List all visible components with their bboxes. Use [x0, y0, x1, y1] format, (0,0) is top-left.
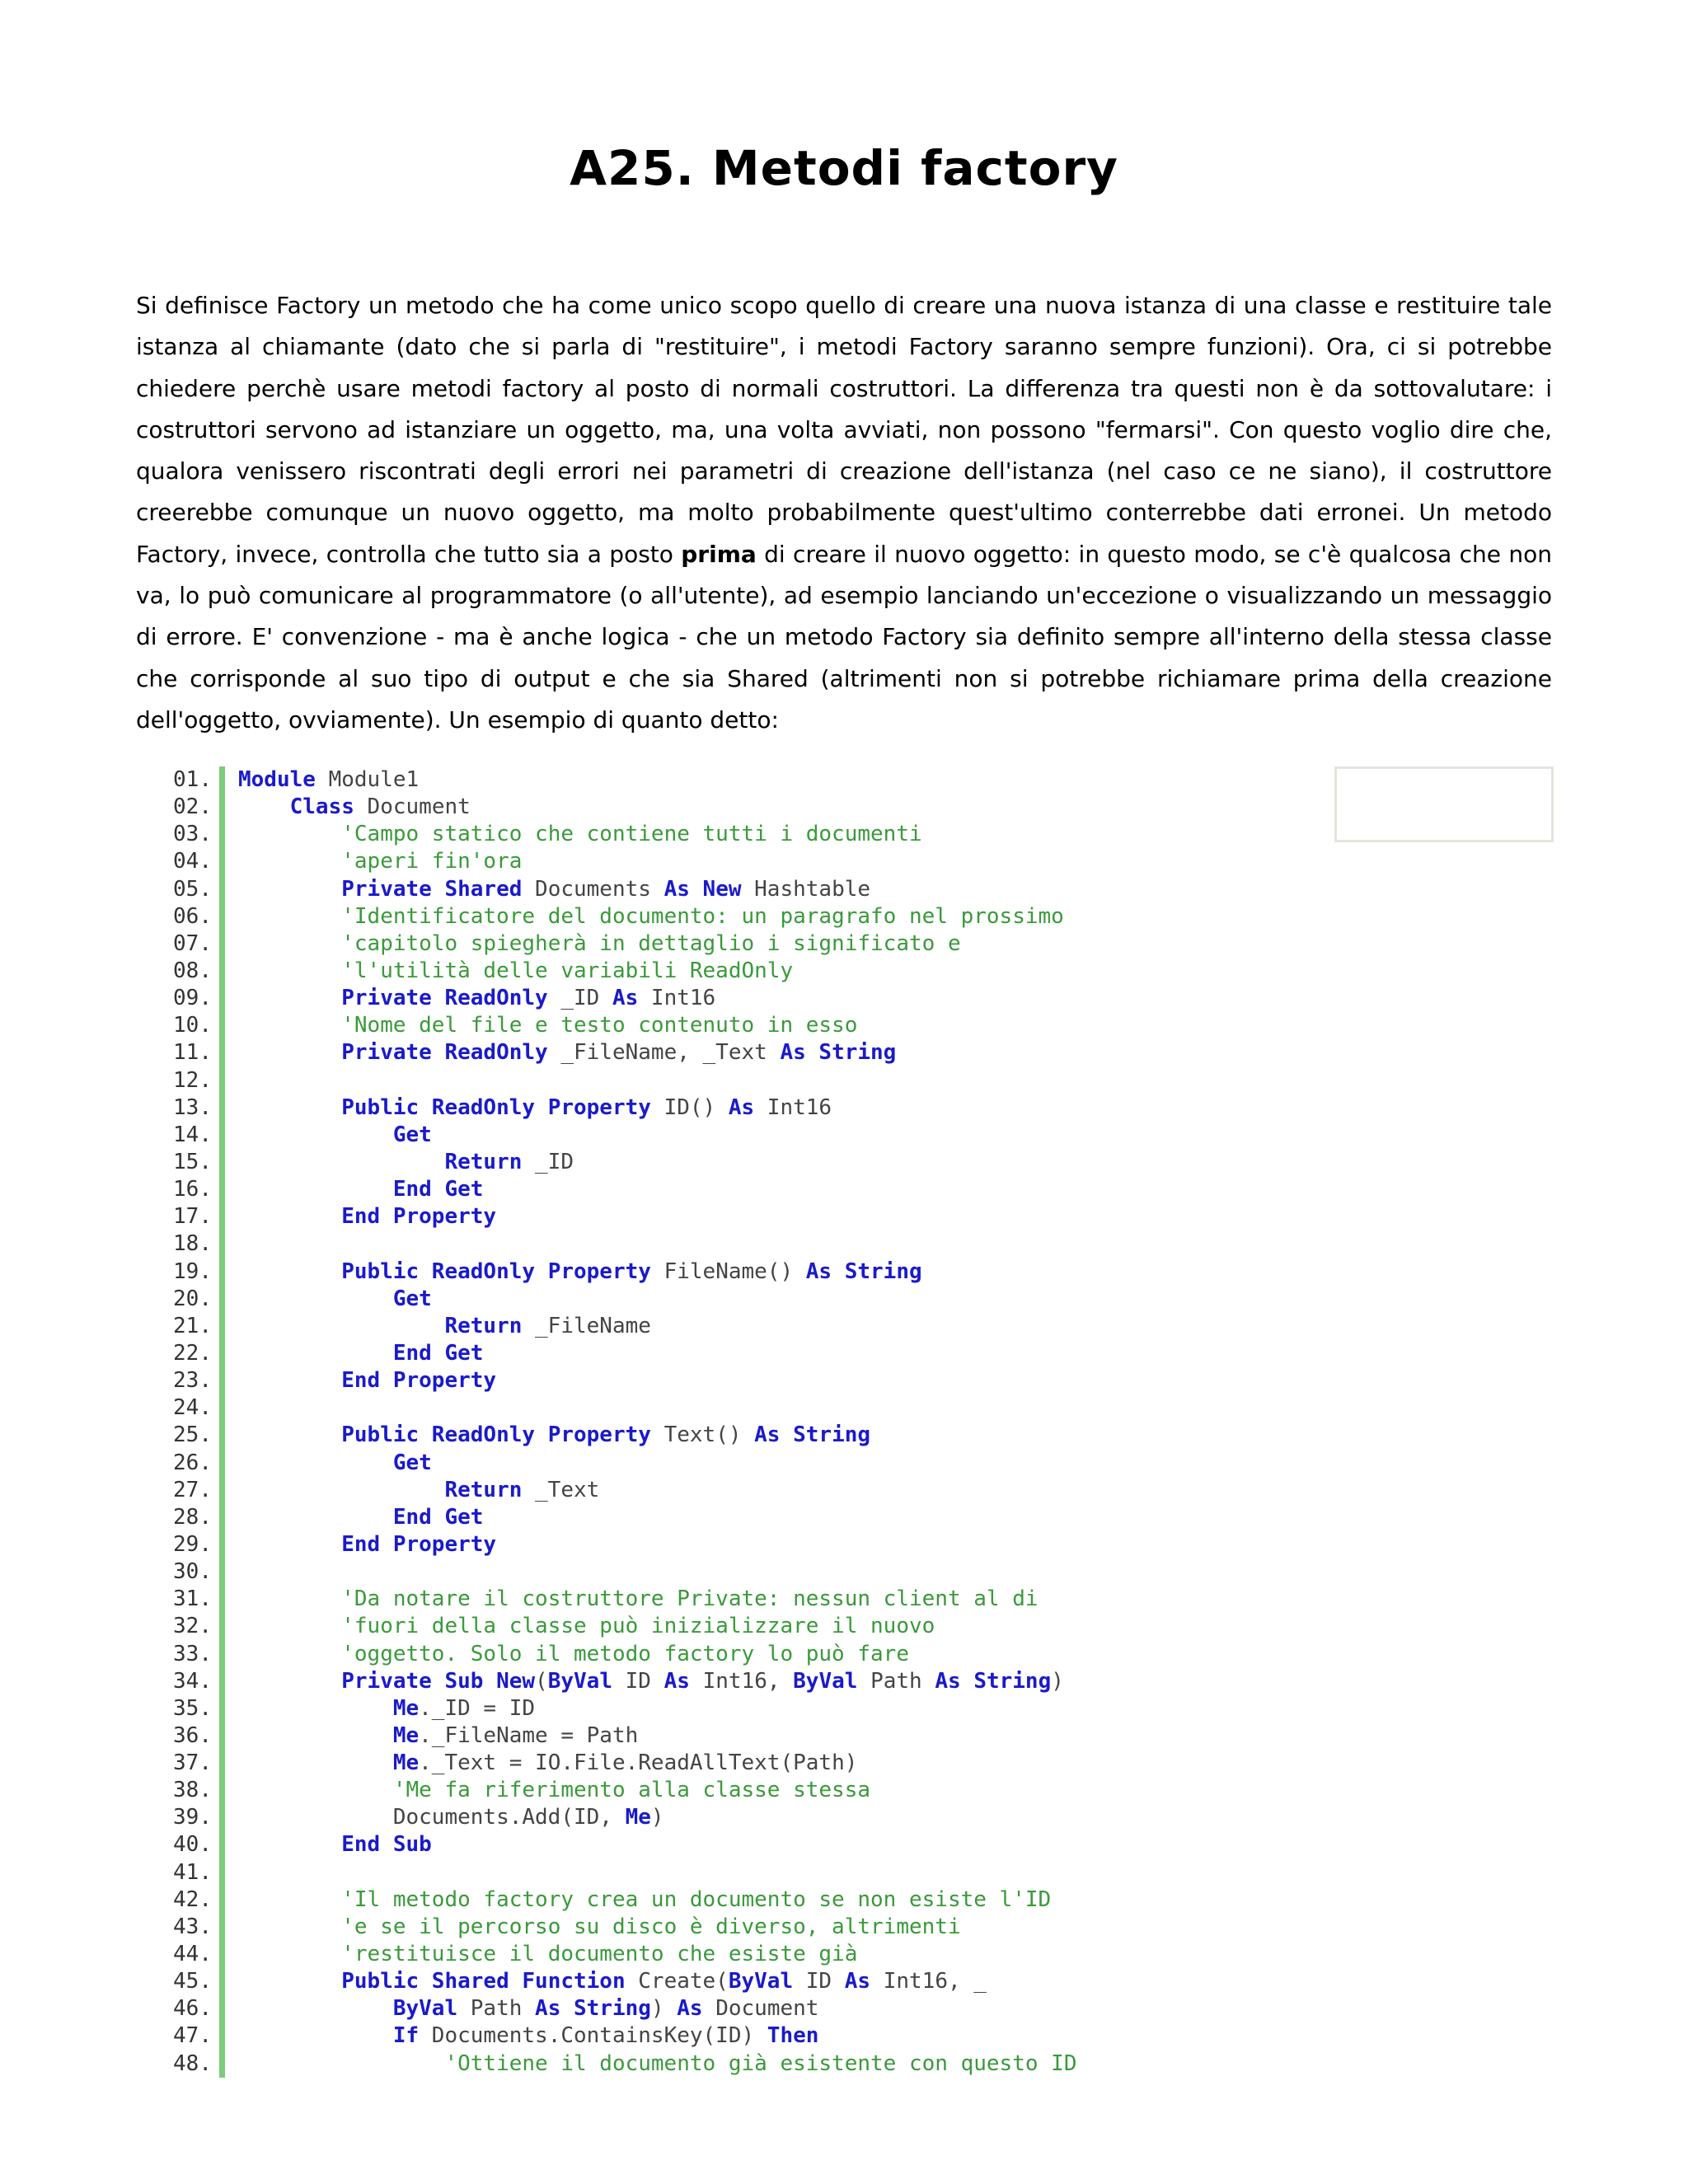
code-token: Path [457, 1996, 536, 2022]
code-text [238, 1722, 638, 1750]
line-gutter [219, 1722, 225, 1750]
line-number: 32. [173, 1614, 212, 1639]
code-line [136, 1722, 1554, 1750]
code-line [136, 1968, 1554, 1995]
code-keyword: Public ReadOnly Property [341, 1258, 651, 1284]
code-line [136, 848, 1554, 875]
code-text [238, 2022, 818, 2050]
code-keyword: Return [444, 1149, 523, 1174]
line-number: 23. [173, 1368, 212, 1394]
code-keyword: As [663, 1668, 690, 1694]
line-gutter [219, 1750, 225, 1777]
line-gutter [219, 1477, 225, 1504]
code-comment: 'Identificatore del documento: un paragrafo nel prossimo [341, 903, 1064, 929]
code-token: Hashtable [741, 876, 871, 902]
code-text [238, 1613, 935, 1640]
code-comment: 'Il metodo factory crea un documento se non esiste l'ID [341, 1886, 1052, 1912]
code-line [136, 1695, 1554, 1722]
line-gutter [219, 1859, 225, 1886]
line-number: 35. [173, 1695, 212, 1721]
code-text [238, 821, 922, 848]
line-number: 47. [173, 2023, 212, 2049]
code-text [238, 958, 793, 985]
code-line [136, 1203, 1554, 1230]
code-keyword: As String [535, 1996, 651, 2022]
code-keyword: As New [663, 876, 742, 902]
code-text [238, 1122, 432, 1149]
intro-text-part-1: Si definisce Factory un metodo che ha come unico scopo quello di creare una nuova istanza di una classe e restituire tale istanza al chiamante (dato che si parla di "restituire", i metodi Factory saranno sempre funzioni). Ora, ci si potrebbe chiedere perchè usare metodi factory al posto di normali costruttori. La differenza tra questi non è da sottovalutare: i costruttori servono ad istanziare un oggetto, ma, una volta avviati, non possono "fermarsi". Con questo voglio dire che, qualora venissero riscontrati degli errori nei parametri di creazione dell'istanza (nel caso ce ne siano), il costruttore creerebbe comunque un nuovo oggetto, ma molto probabilmente quest'ultimo conterrebbe dati erronei. Un metodo Factory, invece, controlla che tutto sia a posto [136, 292, 1552, 568]
line-number: 45. [173, 1969, 212, 1994]
code-comment: 'Me fa riferimento alla classe stessa [392, 1778, 871, 1803]
code-text [238, 1450, 432, 1477]
line-number: 04. [173, 849, 212, 874]
code-comment: 'capitolo spiegherà in dettaglio i significato e [341, 930, 961, 956]
code-keyword: Me [392, 1722, 420, 1748]
code-token: ID [793, 1969, 845, 1994]
line-number: 33. [173, 1641, 212, 1666]
code-line [136, 1504, 1554, 1531]
line-number: 15. [173, 1149, 212, 1174]
code-comment: 'Da notare il costruttore Private: nessun client al di [341, 1586, 1039, 1612]
code-keyword: Me [392, 1695, 420, 1721]
line-gutter [219, 2022, 225, 2050]
code-token: ._Text = IO.File.ReadAllText(Path) [419, 1750, 858, 1776]
code-text [238, 1422, 870, 1449]
code-text [238, 766, 419, 794]
line-number: 27. [173, 1477, 212, 1502]
code-text [238, 1531, 496, 1558]
code-text [238, 1750, 857, 1777]
line-gutter [219, 1039, 225, 1066]
line-gutter [219, 1777, 225, 1804]
code-line [136, 1122, 1554, 1149]
code-keyword: End Property [341, 1368, 497, 1394]
code-listing [136, 766, 1554, 2078]
code-keyword: Public ReadOnly Property [341, 1422, 651, 1448]
code-line [136, 1750, 1554, 1777]
code-token: ( [535, 1668, 548, 1694]
code-keyword: Then [767, 2023, 819, 2049]
line-gutter [219, 1531, 225, 1558]
line-number: 43. [173, 1914, 212, 1939]
code-token: Document [702, 1996, 819, 2022]
code-comment: 'aperi fin'ora [341, 849, 523, 874]
code-text [238, 985, 715, 1012]
line-gutter [219, 1394, 225, 1422]
line-number: 46. [173, 1996, 212, 2022]
line-number: 21. [173, 1313, 212, 1338]
code-text [238, 1586, 1039, 1613]
line-gutter [219, 1450, 225, 1477]
line-number: 17. [173, 1204, 212, 1230]
code-line [136, 1886, 1554, 1914]
code-keyword: If [392, 2023, 420, 2049]
code-keyword: ByVal [793, 1668, 858, 1694]
line-gutter [219, 1968, 225, 1995]
line-number: 31. [173, 1586, 212, 1612]
code-line [136, 1313, 1554, 1340]
code-line [136, 1777, 1554, 1804]
line-gutter [219, 958, 225, 985]
code-token: Int16 [754, 1094, 832, 1120]
code-line [136, 2050, 1554, 2078]
line-number: 10. [173, 1013, 212, 1038]
code-keyword: As String [805, 1258, 922, 1284]
line-number: 09. [173, 986, 212, 1011]
code-keyword: Private Shared [341, 876, 523, 902]
line-number: 06. [173, 903, 212, 929]
line-number: 01. [173, 767, 212, 792]
code-comment: 'e se il percorso su disco è diverso, altrimenti [341, 1914, 961, 1939]
code-token: Module1 [315, 767, 420, 792]
intro-paragraph [136, 285, 1552, 741]
line-gutter [219, 1012, 225, 1039]
code-keyword: As String [935, 1668, 1052, 1694]
code-token: Documents [522, 876, 664, 902]
code-token: _ID [547, 986, 612, 1011]
code-text [238, 876, 870, 903]
code-line [136, 876, 1554, 903]
code-comment: 'oggetto. Solo il metodo factory lo può fare [341, 1641, 909, 1666]
line-number: 02. [173, 794, 212, 820]
code-text [238, 1504, 483, 1531]
code-line [136, 1586, 1554, 1613]
line-number: 44. [173, 1942, 212, 1967]
line-number: 07. [173, 930, 212, 956]
code-line [136, 1668, 1554, 1695]
line-gutter [219, 1613, 225, 1640]
code-token: Documents.Add(ID, [392, 1805, 626, 1830]
line-gutter [219, 794, 225, 821]
code-line [136, 1422, 1554, 1449]
code-text [238, 1367, 496, 1394]
line-gutter [219, 930, 225, 958]
line-number: 12. [173, 1067, 212, 1093]
code-token: _Text [522, 1477, 600, 1502]
line-gutter [219, 1558, 225, 1586]
code-comment: 'restituisce il documento che esiste già [341, 1942, 858, 1967]
code-text [238, 1094, 832, 1122]
line-number: 08. [173, 958, 212, 983]
code-comment: 'Nome del file e testo contenuto in esso [341, 1013, 858, 1038]
code-keyword: Return [444, 1477, 523, 1502]
line-gutter [219, 1258, 225, 1286]
code-line [136, 930, 1554, 958]
line-number: 36. [173, 1722, 212, 1748]
intro-text-part-2: di creare il nuovo oggetto: in questo modo, se c'è qualcosa che non va, lo può comunicare al programmatore (o all'utente), ad esempio lanciando un'eccezione o visualizzando un messaggio di errore. E' convenzione - ma è anche logica - che un metodo Factory sia definito sempre all'interno della stessa classe che corrisponde al suo tipo di output e che sia Shared (altrimenti non si potrebbe richiamare prima della creazione dell'oggetto, ovviamente). Un esempio di quanto detto: [136, 540, 1552, 733]
code-token: ._ID = ID [419, 1695, 536, 1721]
code-keyword: Get [392, 1122, 432, 1147]
code-keyword: As [677, 1996, 703, 2022]
code-line [136, 1450, 1554, 1477]
code-line [136, 1258, 1554, 1286]
code-keyword: As String [780, 1040, 897, 1066]
line-number: 22. [173, 1340, 212, 1366]
line-gutter [219, 1067, 225, 1094]
code-token: ID() [650, 1094, 729, 1120]
line-gutter [219, 1941, 225, 1968]
code-line [136, 1286, 1554, 1313]
line-gutter [219, 1914, 225, 1941]
code-keyword: Get [392, 1286, 432, 1311]
code-keyword: As [612, 986, 639, 1011]
page-title: A25. Metodi factory [570, 140, 1118, 196]
line-gutter [219, 1286, 225, 1313]
code-text [238, 1914, 961, 1941]
line-number: 16. [173, 1177, 212, 1202]
code-comment: 'Ottiene il documento già esistente con questo ID [444, 2050, 1077, 2076]
code-line [136, 1804, 1554, 1831]
code-keyword: Private ReadOnly [341, 1040, 548, 1066]
code-token: FileName() [650, 1258, 806, 1284]
line-gutter [219, 1504, 225, 1531]
line-number: 20. [173, 1286, 212, 1311]
code-comment: 'Campo statico che contiene tutti i documenti [341, 822, 922, 847]
code-text [238, 1668, 1064, 1695]
line-number: 25. [173, 1422, 212, 1448]
line-gutter [219, 1586, 225, 1613]
line-number: 28. [173, 1504, 212, 1530]
code-token: Int16, [689, 1668, 794, 1694]
code-text [238, 848, 522, 875]
code-text [238, 1313, 651, 1340]
code-text [238, 1039, 896, 1066]
code-text [238, 2050, 1076, 2078]
line-gutter [219, 1831, 225, 1858]
code-token: _FileName, _Text [547, 1040, 781, 1066]
code-text [238, 1968, 987, 1995]
line-number: 19. [173, 1258, 212, 1284]
line-number: 03. [173, 822, 212, 847]
code-line [136, 985, 1554, 1012]
code-text [238, 930, 961, 958]
code-keyword: End Property [341, 1531, 497, 1557]
line-number: 38. [173, 1778, 212, 1803]
code-keyword: Private Sub New [341, 1668, 536, 1694]
code-line [136, 1340, 1554, 1367]
line-gutter [219, 1995, 225, 2022]
code-text [238, 1995, 818, 2022]
code-token: _FileName [522, 1313, 651, 1338]
code-line [136, 1039, 1554, 1066]
line-gutter [219, 1094, 225, 1122]
code-text [238, 1886, 1051, 1914]
line-gutter [219, 1804, 225, 1831]
code-text [238, 1286, 432, 1313]
line-number: 24. [173, 1395, 212, 1421]
code-keyword: End Get [392, 1177, 484, 1202]
code-text [238, 1641, 909, 1668]
code-line [136, 1012, 1554, 1039]
code-text [238, 1340, 483, 1367]
code-token: ) [1051, 1668, 1064, 1694]
code-comment: 'fuori della classe può inizializzare il nuovo [341, 1614, 935, 1639]
code-text [238, 1477, 599, 1504]
code-text [238, 794, 471, 821]
code-line [136, 1831, 1554, 1858]
code-line [136, 903, 1554, 930]
line-gutter [219, 1422, 225, 1449]
line-gutter [219, 1122, 225, 1149]
code-text [238, 1831, 432, 1858]
code-line [136, 1149, 1554, 1176]
line-gutter [219, 1313, 225, 1340]
line-gutter [219, 1886, 225, 1914]
line-gutter [219, 2050, 225, 2078]
line-gutter [219, 1203, 225, 1230]
code-comment: 'l'utilità delle variabili ReadOnly [341, 958, 794, 983]
line-number: 40. [173, 1832, 212, 1858]
code-line [136, 1367, 1554, 1394]
line-number: 48. [173, 2050, 212, 2076]
code-line [136, 1995, 1554, 2022]
code-keyword: Get [392, 1450, 432, 1475]
code-token: Text() [650, 1422, 755, 1448]
line-number: 39. [173, 1805, 212, 1830]
code-token: Path [857, 1668, 935, 1694]
code-keyword: Private ReadOnly [341, 986, 548, 1011]
code-keyword: End Get [392, 1504, 484, 1530]
code-keyword: ByVal [728, 1969, 794, 1994]
code-line [136, 1558, 1554, 1586]
code-token: ._FileName = Path [419, 1722, 639, 1748]
line-number: 26. [173, 1450, 212, 1475]
code-token: Create( [625, 1969, 729, 1994]
line-gutter [219, 1230, 225, 1258]
code-line [136, 2022, 1554, 2050]
line-gutter [219, 1695, 225, 1722]
line-number: 30. [173, 1559, 212, 1585]
code-line [136, 1914, 1554, 1941]
code-token: ) [650, 1996, 678, 2022]
code-line [136, 1613, 1554, 1640]
line-gutter [219, 1176, 225, 1203]
code-text [238, 1149, 574, 1176]
line-number: 18. [173, 1231, 212, 1257]
code-keyword: End Property [341, 1204, 497, 1230]
code-line [136, 1394, 1554, 1422]
code-line [136, 1859, 1554, 1886]
line-number: 14. [173, 1122, 212, 1147]
code-line [136, 958, 1554, 985]
line-gutter [219, 985, 225, 1012]
code-text [238, 1804, 664, 1831]
line-number: 29. [173, 1531, 212, 1557]
line-gutter [219, 903, 225, 930]
code-keyword: Me [625, 1805, 651, 1830]
code-text [238, 1941, 857, 1968]
intro-emphasis: prima [681, 540, 757, 568]
line-gutter [219, 1340, 225, 1367]
line-gutter [219, 1641, 225, 1668]
code-keyword: Public Shared Function [341, 1969, 626, 1994]
code-line [136, 1176, 1554, 1203]
line-gutter [219, 1149, 225, 1176]
code-token: ) [650, 1805, 664, 1830]
code-text [238, 1203, 496, 1230]
code-text [238, 1012, 857, 1039]
code-line [136, 1094, 1554, 1122]
code-line [136, 1230, 1554, 1258]
code-text [238, 1176, 483, 1203]
line-gutter [219, 848, 225, 875]
line-gutter [219, 1367, 225, 1394]
code-keyword: Class [289, 794, 354, 820]
code-line [136, 1067, 1554, 1094]
code-token: Int16 [638, 986, 716, 1011]
line-gutter [219, 876, 225, 903]
code-text [238, 1695, 535, 1722]
code-token: Int16, _ [870, 1969, 987, 1994]
line-number: 42. [173, 1886, 212, 1912]
code-keyword: Me [392, 1750, 420, 1776]
empty-box [1334, 766, 1554, 842]
line-number: 05. [173, 876, 212, 902]
code-token: Documents.ContainsKey(ID) [419, 2023, 767, 2049]
code-text [238, 1777, 870, 1804]
line-number: 37. [173, 1750, 212, 1776]
code-token: _ID [522, 1149, 574, 1174]
code-keyword: Module [238, 767, 316, 792]
code-token: Document [354, 794, 471, 820]
line-number: 11. [173, 1040, 212, 1066]
code-keyword: Public ReadOnly Property [341, 1094, 651, 1120]
code-keyword: ByVal [547, 1668, 612, 1694]
code-keyword: As String [754, 1422, 871, 1448]
code-keyword: End Sub [341, 1832, 432, 1858]
code-line [136, 1531, 1554, 1558]
code-keyword: As [728, 1094, 755, 1120]
code-token: ID [612, 1668, 664, 1694]
line-number: 41. [173, 1859, 212, 1885]
code-keyword: ByVal [392, 1996, 458, 2022]
line-number: 13. [173, 1094, 212, 1120]
code-keyword: Return [444, 1313, 523, 1338]
code-keyword: As [844, 1969, 871, 1994]
code-keyword: End Get [392, 1340, 484, 1366]
code-line [136, 1941, 1554, 1968]
code-text [238, 903, 1064, 930]
code-text [238, 1258, 922, 1286]
code-line [136, 1477, 1554, 1504]
line-number: 34. [173, 1668, 212, 1694]
line-gutter [219, 821, 225, 848]
line-gutter [219, 766, 225, 794]
code-line [136, 1641, 1554, 1668]
line-gutter [219, 1668, 225, 1695]
